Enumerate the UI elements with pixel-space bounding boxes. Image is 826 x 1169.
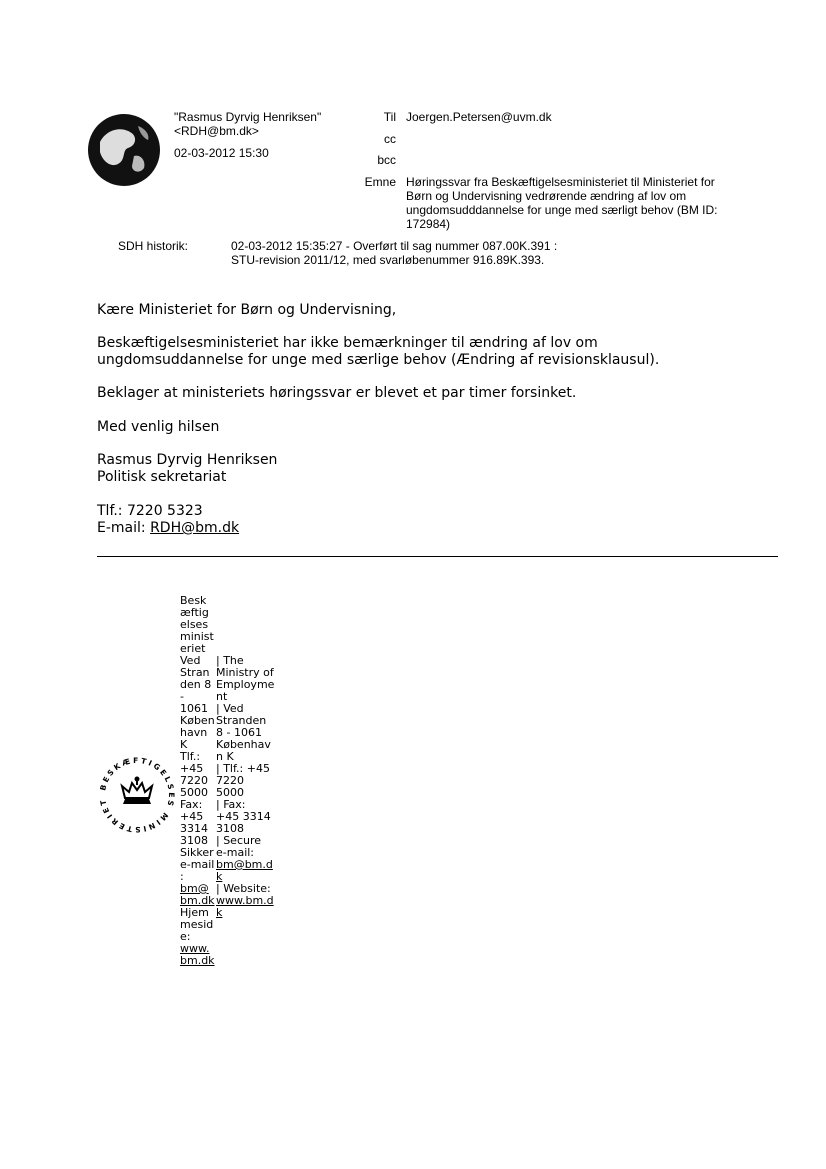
to-label: Til	[383, 110, 396, 124]
divider	[97, 556, 778, 557]
paragraph-1	[97, 335, 659, 369]
signature-column-english	[216, 655, 286, 919]
sender-email: <RDH@bm.dk>	[174, 124, 259, 138]
sent-date: 02-03-2012 15:30	[174, 146, 269, 160]
sig-website-link-en[interactable]	[216, 895, 286, 919]
sig-text: Employme	[216, 678, 275, 691]
history-line: 02-03-2012 15:35:27 - Overført til sag nummer 087.00K.391 :	[231, 239, 558, 253]
subject-line: 172984)	[406, 217, 451, 231]
to-address: Joergen.Petersen@uvm.dk	[406, 110, 552, 124]
sig-link-part: bm@	[180, 882, 209, 895]
sig-text: 7220	[180, 774, 208, 787]
logo-ring-text: BESKÆFTIGELSES MINISTERIET	[98, 755, 177, 835]
paragraph-2: Beklager at ministeriets høringssvar er blevet et par timer forsinket.	[97, 385, 577, 401]
history-line: STU-revision 2011/12, med svarløbenummer 916.89K.393.	[231, 253, 545, 267]
signer-title: Politisk sekretariat	[97, 469, 227, 485]
sig-text: nt	[216, 690, 228, 703]
paragraph-line: ungdomsuddannelse for unge med særlige behov (Ændring af revisionsklausul).	[97, 352, 660, 368]
sig-text: Fax:	[180, 798, 203, 811]
sig-website-link[interactable]	[180, 943, 220, 967]
sig-secure-email-link[interactable]	[216, 859, 286, 883]
sig-text: havn	[180, 726, 208, 739]
subject-line: Høringssvar fra Beskæftigelsesministeriet til Ministeriet for	[406, 175, 715, 189]
sig-link-part: bm.dk	[180, 954, 215, 967]
closing: Med venlig hilsen	[97, 419, 220, 435]
sender-avatar	[86, 112, 162, 188]
email-link[interactable]: RDH@bm.dk	[150, 520, 240, 536]
svg-text:BESKÆFTIGELSES MINISTERIET	[98, 756, 176, 834]
sig-text: | The	[216, 654, 244, 667]
sig-text: Hjem	[180, 906, 209, 919]
sig-text: Ministry of	[216, 666, 274, 679]
signer-email	[97, 520, 239, 537]
subject-line: Børn og Undervisning vedrørende ændring af lov om	[406, 189, 687, 203]
sig-text: | Secure	[216, 834, 262, 847]
sig-text: -	[180, 690, 184, 703]
sig-text: :	[180, 870, 184, 883]
bcc-label: bcc	[377, 153, 396, 167]
sig-text: Køben	[180, 714, 215, 727]
sig-text: æftig	[180, 606, 209, 619]
sig-text: | Ved	[216, 702, 244, 715]
sig-text: | Website:	[216, 882, 271, 895]
signer-name: Rasmus Dyrvig Henriksen	[97, 452, 278, 468]
sig-text: 7220	[216, 774, 244, 787]
sig-text: Sikker	[180, 846, 214, 859]
sig-text: 8 - 1061	[216, 726, 262, 739]
sig-text: Stran	[180, 666, 210, 679]
sig-email-link[interactable]	[180, 883, 220, 907]
email-label: E-mail:	[97, 520, 151, 536]
sig-text: n K	[216, 750, 234, 763]
ministry-logo	[94, 752, 180, 838]
sig-text: | Fax:	[216, 798, 246, 811]
sig-link-part: k	[216, 870, 223, 883]
sig-text: Københav	[216, 738, 271, 751]
sig-text: +45 3314	[216, 810, 271, 823]
sig-link-part: bm@bm.d	[216, 858, 273, 871]
sig-link-part: bm.dk	[180, 894, 215, 907]
subject-line: ungdomsudddannelse for unge med særligt behov (BM ID:	[406, 203, 718, 217]
subject-label: Emne	[364, 175, 396, 189]
sig-text: mesid	[180, 918, 214, 931]
sig-text: K	[180, 738, 188, 751]
sig-text: Besk	[180, 594, 207, 607]
sig-text: Ved	[180, 654, 201, 667]
cc-label: cc	[384, 132, 396, 146]
sig-text: 3108	[180, 834, 208, 847]
sig-link-part: www.	[180, 942, 210, 955]
sig-text: e-mail	[180, 858, 215, 871]
sig-text: e-mail:	[216, 846, 255, 859]
crown-icon	[122, 777, 152, 805]
sig-text: 3314	[180, 822, 208, 835]
sig-text: 3108	[216, 822, 244, 835]
sig-text: e:	[180, 930, 191, 943]
sig-link-part: k	[216, 906, 223, 919]
paragraph-line: Beskæftigelsesministeriet har ikke bemærkninger til ændring af lov om	[97, 335, 598, 351]
sig-text: den 8	[180, 678, 212, 691]
greeting: Kære Ministeriet for Børn og Undervisning,	[97, 302, 397, 318]
history-text	[231, 239, 557, 267]
sig-text: | Tlf.: +45	[216, 762, 270, 775]
history-label: SDH historik:	[118, 239, 189, 253]
sig-text: minist	[180, 630, 214, 643]
signature-column-danish	[180, 595, 220, 967]
signer-phone: Tlf.: 7220 5323	[97, 503, 203, 519]
sig-text: 5000	[216, 786, 244, 799]
sig-text: +45	[180, 762, 204, 775]
sig-link-part: www.bm.d	[216, 894, 274, 907]
sender-name: "Rasmus Dyrvig Henriksen"	[174, 110, 322, 124]
sig-text: Tlf.:	[180, 750, 201, 763]
sig-text: 1061	[180, 702, 208, 715]
subject	[406, 175, 718, 231]
sig-text: 5000	[180, 786, 208, 799]
sig-text: +45	[180, 810, 204, 823]
sig-text: elses	[180, 618, 209, 631]
sig-text: Stranden	[216, 714, 267, 727]
sig-text: eriet	[180, 642, 206, 655]
